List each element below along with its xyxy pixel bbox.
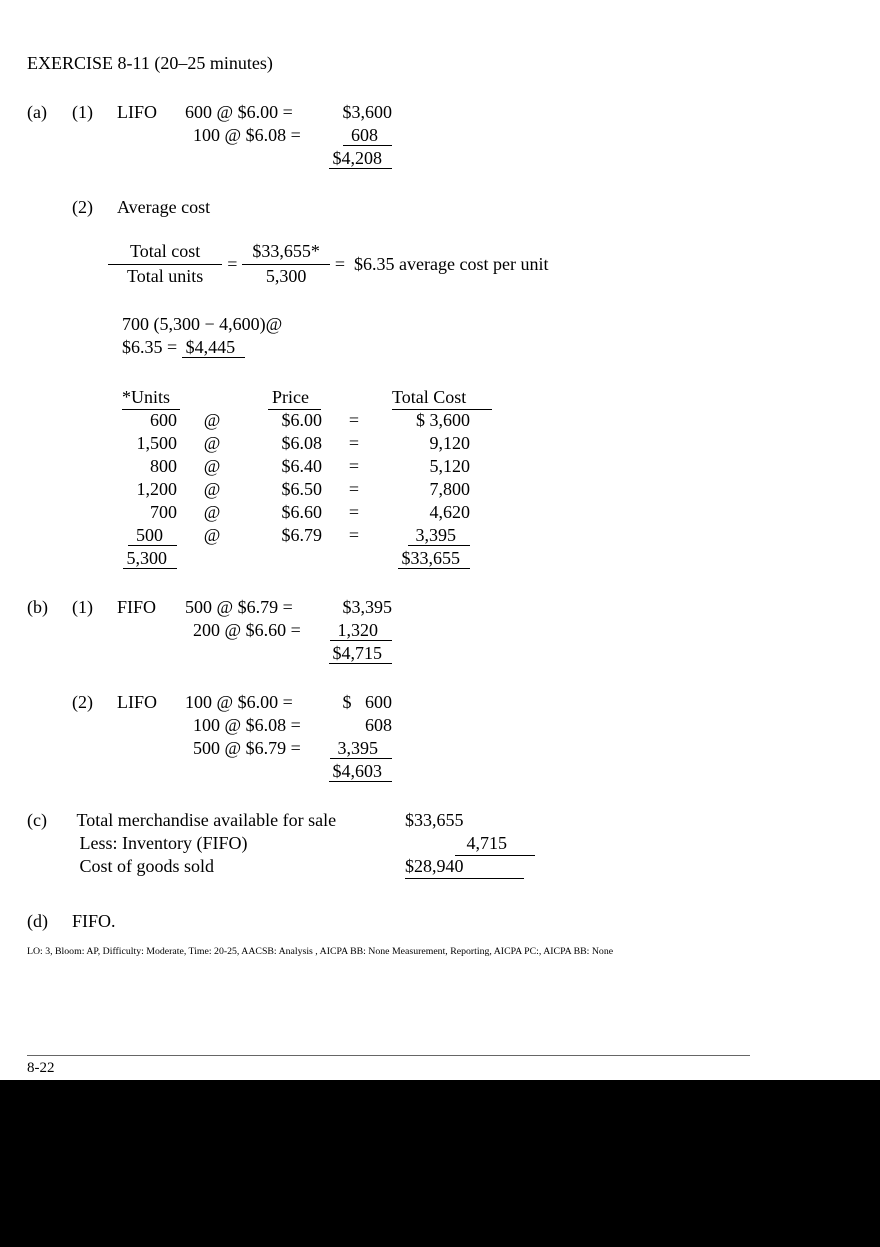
cogs-description: Less: Inventory (FIFO): [79, 833, 248, 853]
calc-amount: $4,445: [182, 337, 246, 358]
method-name: Average cost: [117, 197, 211, 217]
section-a1-lifo: [27, 101, 880, 170]
total-value: 4,620: [429, 502, 470, 522]
method-name: LIFO: [117, 102, 157, 122]
calc-amount: $ 600: [342, 692, 392, 712]
item-label-b1: (1): [72, 597, 93, 617]
fraction-numerator: $33,655*: [242, 240, 330, 265]
table-totals-row: [122, 547, 880, 570]
table-row: [122, 478, 880, 501]
at-sign: @: [203, 479, 221, 499]
cogs-row: [27, 809, 880, 832]
equals-sign: =: [348, 479, 360, 499]
calc-expression: 200 @ $6.60 =: [193, 620, 301, 640]
table-row: [122, 455, 880, 478]
calc-expression: 100 @ $6.08 =: [193, 715, 301, 735]
units-value: 1,500: [136, 433, 177, 453]
price-value: $6.08: [281, 433, 322, 453]
price-value: $6.00: [281, 410, 322, 430]
total-value: $ 3,600: [416, 410, 470, 430]
lo-metadata-line: LO: 3, Bloom: AP, Difficulty: Moderate, Time: 20-25, AACSB: Analysis , AICPA BB: None Measurement, Reporting, AICPA PC:, AICPA BB: None: [27, 946, 614, 957]
at-sign: @: [203, 410, 221, 430]
at-sign: @: [203, 525, 221, 545]
section-label-b: (b): [27, 597, 48, 617]
equals-sign: =: [334, 253, 346, 274]
section-d-answer: [27, 910, 880, 933]
units-value: 500: [122, 524, 177, 547]
fraction-values: [242, 240, 330, 288]
table-row: [122, 432, 880, 455]
equals-sign: =: [227, 253, 238, 274]
cogs-amount: $33,655: [405, 810, 464, 830]
section-b2-lifo: [27, 691, 880, 783]
cogs-description: Cost of goods sold: [79, 856, 215, 876]
item-label-a2: (2): [72, 197, 93, 217]
calc-row: [185, 714, 880, 737]
footer-rule: [27, 1055, 750, 1056]
equals-sign: =: [348, 502, 360, 522]
calc-amount: 1,320: [320, 619, 392, 642]
table-row: [122, 501, 880, 524]
cogs-row: [27, 832, 880, 855]
at-sign: @: [203, 456, 221, 476]
method-name: FIFO: [117, 597, 157, 617]
item-label-b2: (2): [72, 692, 93, 712]
cogs-amount: $28,940: [405, 855, 524, 879]
price-value: $6.79: [281, 525, 322, 545]
equals-sign: =: [348, 410, 360, 430]
subtotal-amount: $4,603: [320, 760, 392, 783]
method-name: LIFO: [117, 692, 157, 712]
section-label-a: (a): [27, 102, 47, 122]
section-label-c: (c): [27, 810, 47, 830]
units-value: 700: [150, 502, 177, 522]
section-b1-fifo: [27, 596, 880, 665]
grand-total-cost: $33,655: [382, 547, 470, 570]
average-cost-equation: [108, 241, 880, 287]
calc-expression: 500 @ $6.79 =: [185, 597, 293, 617]
calc-row: [185, 124, 880, 147]
ending-inventory-calc-line1: 700 (5,300 − 4,600)@: [122, 314, 283, 334]
calc-amount: $3,600: [342, 102, 392, 122]
exercise-title: EXERCISE 8-11 (20–25 minutes): [27, 53, 273, 73]
price-value: $6.40: [281, 456, 322, 476]
item-label-a1: (1): [72, 102, 93, 122]
subtotal-row: [185, 760, 880, 783]
subtotal-row: [185, 147, 880, 170]
ending-inventory-calc-line2: [122, 336, 880, 359]
equals-sign: =: [348, 456, 360, 476]
cogs-amount: 4,715: [455, 832, 535, 856]
total-value: 3,395: [382, 524, 470, 547]
total-units: 5,300: [122, 547, 177, 570]
cogs-description: Total merchandise available for sale: [76, 810, 337, 830]
calc-amount: 608: [365, 715, 392, 735]
calc-row: [185, 737, 880, 760]
calc-row: [27, 596, 880, 619]
calc-expression: 100 @ $6.08 =: [193, 125, 301, 145]
fraction-denominator: 5,300: [265, 266, 307, 286]
calc-prefix: $6.35 =: [122, 337, 182, 357]
answer-text: FIFO.: [72, 911, 116, 931]
total-value: 9,120: [429, 433, 470, 453]
fraction-numerator: Total cost: [108, 240, 222, 265]
calc-row: [27, 101, 880, 124]
price-header: Price: [268, 386, 321, 410]
subtotal-amount: $4,208: [320, 147, 392, 170]
units-price-table: [122, 386, 880, 570]
units-value: 600: [150, 410, 177, 430]
total-cost-header: Total Cost: [392, 386, 492, 410]
subtotal-row: [185, 642, 880, 665]
average-cost-result: $6.35 average cost per unit: [354, 253, 549, 274]
calc-row: [185, 619, 880, 642]
cogs-row: [27, 855, 880, 878]
section-a2-header: [72, 196, 880, 219]
section-label-d: (d): [27, 911, 48, 931]
units-value: 1,200: [136, 479, 177, 499]
calc-row: [72, 691, 880, 714]
units-value: 800: [150, 456, 177, 476]
calc-expression: 600 @ $6.00 =: [185, 102, 293, 122]
equals-sign: =: [348, 433, 360, 453]
table-row: [122, 409, 880, 432]
calc-expression: 500 @ $6.79 =: [193, 738, 301, 758]
calc-amount: $3,395: [342, 597, 392, 617]
at-sign: @: [203, 502, 221, 522]
calc-expression: 100 @ $6.00 =: [185, 692, 293, 712]
units-header: *Units: [122, 386, 180, 410]
price-value: $6.50: [281, 479, 322, 499]
total-value: 7,800: [429, 479, 470, 499]
fraction-denominator: Total units: [126, 266, 204, 286]
calc-amount: 3,395: [320, 737, 392, 760]
at-sign: @: [203, 433, 221, 453]
total-value: 5,120: [429, 456, 470, 476]
table-row: [122, 524, 880, 547]
equals-sign: =: [348, 525, 360, 545]
fraction-words: [108, 240, 222, 288]
table-header-row: [122, 386, 880, 409]
subtotal-amount: $4,715: [320, 642, 392, 665]
page-number: 8-22: [27, 1060, 55, 1076]
section-c-cogs: [27, 809, 880, 878]
calc-amount: 608: [320, 124, 392, 147]
price-value: $6.60: [281, 502, 322, 522]
